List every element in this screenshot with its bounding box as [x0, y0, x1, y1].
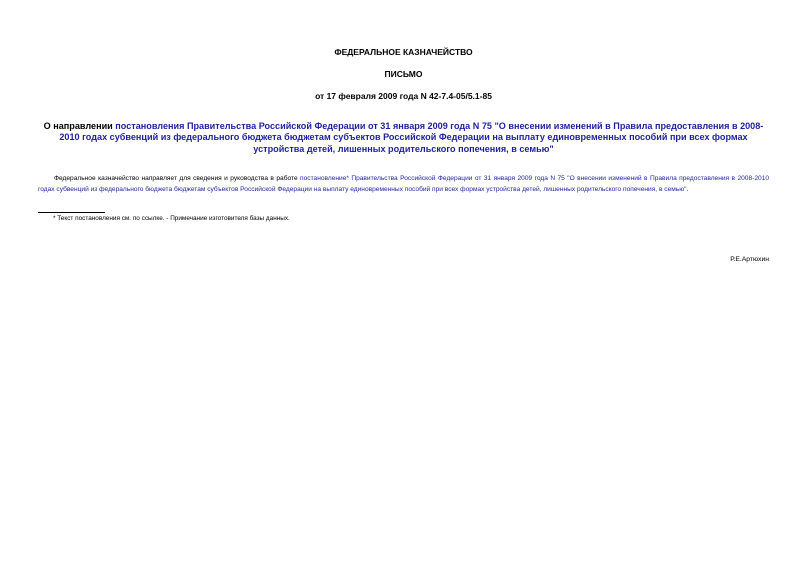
- body-resolution-link[interactable]: постановление* Правительства Российской Федерации от 31 января 2009 года N 75 "О внесении изменений в Правила предоставления в 2008-2010 годах субвенций из федерального бюджета бюджетам субъектов Российской Федерации на выплату единовременных пособий при всех формах устройства детей, лишенных родительского попечения, в семью": [38, 175, 770, 193]
- organization-name: ФЕДЕРАЛЬНОЕ КАЗНАЧЕЙСТВО: [334, 47, 473, 57]
- body-prefix: Федеральное казначейство направляет для сведения и руководства в работе: [54, 175, 301, 182]
- footnote-divider: [38, 212, 105, 213]
- signature-name: Р.Е.Артюхин: [730, 256, 769, 263]
- body-paragraph: [38, 173, 769, 195]
- heading-resolution-link[interactable]: постановления Правительства Российской Федерации от 31 января 2009 года N 75 "О внесении изменений в Правила предоставления в 2008-2010 годах субвенций из федерального бюджета бюджетам субъектов Российской Федерации на выплату единовременных пособий при всех формах устройства детей, лишенных родительского попечения, в семью": [59, 121, 764, 154]
- document-type: ПИСЬМО: [384, 69, 423, 79]
- body-suffix: .: [686, 186, 689, 193]
- heading-prefix: О направлении: [43, 121, 116, 131]
- document-heading: [38, 121, 769, 155]
- document-date-number: от 17 февраля 2009 года N 42-7.4-05/5.1-85: [315, 91, 492, 101]
- footnote-text: * Текст постановления см. по ссылке. - Примечание изготовителя базы данных.: [53, 215, 290, 222]
